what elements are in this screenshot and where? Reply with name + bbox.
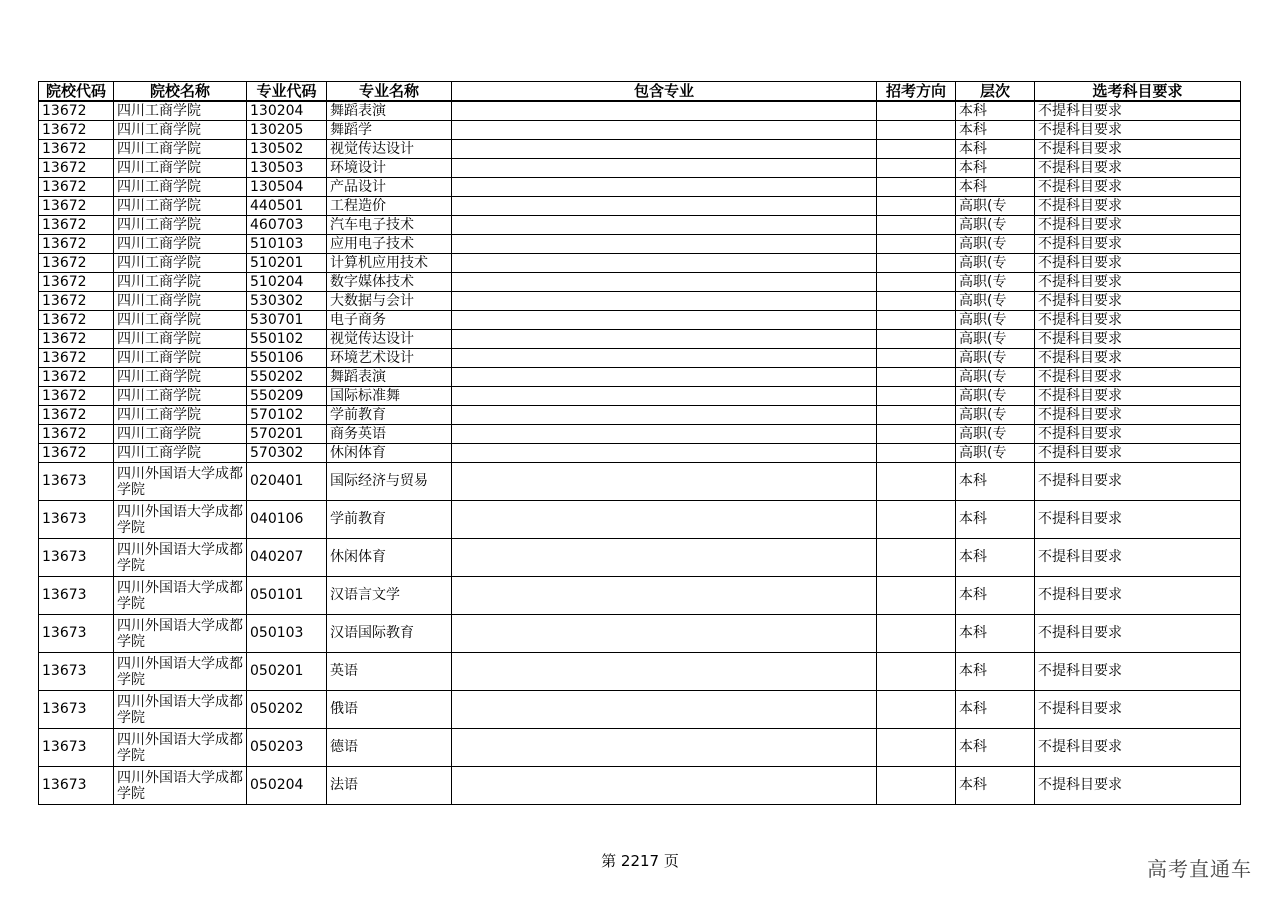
school-code-cell: 13672 bbox=[39, 406, 114, 425]
subject-requirement-cell: 不提科目要求 bbox=[1035, 254, 1241, 273]
school-code-cell: 13673 bbox=[39, 729, 114, 767]
included-majors-cell bbox=[452, 235, 877, 254]
exam-direction-cell bbox=[877, 406, 956, 425]
level-cell: 高职(专 bbox=[956, 235, 1035, 254]
subject-requirement-cell: 不提科目要求 bbox=[1035, 235, 1241, 254]
major-code-cell: 130205 bbox=[247, 121, 327, 140]
header-level: 层次 bbox=[956, 82, 1035, 102]
level-cell: 本科 bbox=[956, 653, 1035, 691]
included-majors-cell bbox=[452, 615, 877, 653]
school-code-cell: 13672 bbox=[39, 254, 114, 273]
major-code-cell: 130502 bbox=[247, 140, 327, 159]
subject-requirement-cell: 不提科目要求 bbox=[1035, 501, 1241, 539]
school-name-cell: 四川工商学院 bbox=[114, 292, 247, 311]
level-cell: 本科 bbox=[956, 691, 1035, 729]
major-name-cell: 国际经济与贸易 bbox=[327, 463, 452, 501]
subject-requirement-cell: 不提科目要求 bbox=[1035, 349, 1241, 368]
included-majors-cell bbox=[452, 216, 877, 235]
school-name-cell: 四川外国语大学成都学院 bbox=[114, 463, 247, 501]
major-name-cell: 英语 bbox=[327, 653, 452, 691]
major-code-cell: 460703 bbox=[247, 216, 327, 235]
header-major-name: 专业名称 bbox=[327, 82, 452, 102]
included-majors-cell bbox=[452, 368, 877, 387]
major-code-cell: 530701 bbox=[247, 311, 327, 330]
major-name-cell: 计算机应用技术 bbox=[327, 254, 452, 273]
subject-requirement-cell: 不提科目要求 bbox=[1035, 653, 1241, 691]
level-cell: 高职(专 bbox=[956, 444, 1035, 463]
major-code-cell: 050203 bbox=[247, 729, 327, 767]
included-majors-cell bbox=[452, 653, 877, 691]
school-name-cell: 四川工商学院 bbox=[114, 235, 247, 254]
table-row bbox=[39, 121, 1241, 140]
school-name-cell: 四川工商学院 bbox=[114, 254, 247, 273]
major-name-cell: 舞蹈表演 bbox=[327, 101, 452, 121]
header-school-code: 院校代码 bbox=[39, 82, 114, 102]
major-name-cell: 学前教育 bbox=[327, 501, 452, 539]
major-code-cell: 440501 bbox=[247, 197, 327, 216]
school-name-cell: 四川工商学院 bbox=[114, 311, 247, 330]
table-row bbox=[39, 178, 1241, 197]
level-cell: 高职(专 bbox=[956, 197, 1035, 216]
school-code-cell: 13673 bbox=[39, 615, 114, 653]
exam-direction-cell bbox=[877, 691, 956, 729]
exam-direction-cell bbox=[877, 235, 956, 254]
page-number: 第 2217 页 bbox=[601, 852, 679, 870]
subject-requirement-cell: 不提科目要求 bbox=[1035, 406, 1241, 425]
school-name-cell: 四川工商学院 bbox=[114, 197, 247, 216]
major-name-cell: 俄语 bbox=[327, 691, 452, 729]
major-name-cell: 视觉传达设计 bbox=[327, 330, 452, 349]
level-cell: 本科 bbox=[956, 140, 1035, 159]
included-majors-cell bbox=[452, 767, 877, 805]
included-majors-cell bbox=[452, 273, 877, 292]
level-cell: 本科 bbox=[956, 577, 1035, 615]
included-majors-cell bbox=[452, 254, 877, 273]
school-code-cell: 13672 bbox=[39, 292, 114, 311]
level-cell: 高职(专 bbox=[956, 254, 1035, 273]
subject-requirement-cell: 不提科目要求 bbox=[1035, 178, 1241, 197]
included-majors-cell bbox=[452, 444, 877, 463]
school-code-cell: 13673 bbox=[39, 767, 114, 805]
table-row bbox=[39, 235, 1241, 254]
table-row bbox=[39, 691, 1241, 729]
level-cell: 高职(专 bbox=[956, 273, 1035, 292]
table-row bbox=[39, 197, 1241, 216]
level-cell: 本科 bbox=[956, 101, 1035, 121]
school-code-cell: 13672 bbox=[39, 121, 114, 140]
major-code-cell: 040106 bbox=[247, 501, 327, 539]
exam-direction-cell bbox=[877, 216, 956, 235]
table-row bbox=[39, 368, 1241, 387]
table-row bbox=[39, 159, 1241, 178]
school-code-cell: 13672 bbox=[39, 425, 114, 444]
school-code-cell: 13672 bbox=[39, 311, 114, 330]
major-name-cell: 商务英语 bbox=[327, 425, 452, 444]
exam-direction-cell bbox=[877, 463, 956, 501]
level-cell: 本科 bbox=[956, 501, 1035, 539]
major-code-cell: 510103 bbox=[247, 235, 327, 254]
exam-direction-cell bbox=[877, 311, 956, 330]
major-name-cell: 环境设计 bbox=[327, 159, 452, 178]
subject-requirement-cell: 不提科目要求 bbox=[1035, 577, 1241, 615]
included-majors-cell bbox=[452, 121, 877, 140]
major-code-cell: 050202 bbox=[247, 691, 327, 729]
major-code-cell: 050103 bbox=[247, 615, 327, 653]
table-row bbox=[39, 444, 1241, 463]
major-code-cell: 130204 bbox=[247, 101, 327, 121]
school-name-cell: 四川工商学院 bbox=[114, 387, 247, 406]
major-code-cell: 550102 bbox=[247, 330, 327, 349]
exam-direction-cell bbox=[877, 767, 956, 805]
level-cell: 本科 bbox=[956, 159, 1035, 178]
included-majors-cell bbox=[452, 178, 877, 197]
major-code-cell: 050101 bbox=[247, 577, 327, 615]
school-name-cell: 四川工商学院 bbox=[114, 425, 247, 444]
major-name-cell: 学前教育 bbox=[327, 406, 452, 425]
school-code-cell: 13673 bbox=[39, 691, 114, 729]
major-name-cell: 国际标准舞 bbox=[327, 387, 452, 406]
major-name-cell: 舞蹈表演 bbox=[327, 368, 452, 387]
subject-requirement-cell: 不提科目要求 bbox=[1035, 197, 1241, 216]
subject-requirement-cell: 不提科目要求 bbox=[1035, 463, 1241, 501]
admissions-table bbox=[38, 81, 1241, 805]
included-majors-cell bbox=[452, 101, 877, 121]
school-name-cell: 四川工商学院 bbox=[114, 216, 247, 235]
subject-requirement-cell: 不提科目要求 bbox=[1035, 311, 1241, 330]
included-majors-cell bbox=[452, 159, 877, 178]
table-row bbox=[39, 501, 1241, 539]
major-code-cell: 550209 bbox=[247, 387, 327, 406]
school-code-cell: 13672 bbox=[39, 444, 114, 463]
school-name-cell: 四川工商学院 bbox=[114, 444, 247, 463]
major-name-cell: 休闲体育 bbox=[327, 444, 452, 463]
exam-direction-cell bbox=[877, 425, 956, 444]
subject-requirement-cell: 不提科目要求 bbox=[1035, 691, 1241, 729]
level-cell: 本科 bbox=[956, 615, 1035, 653]
major-name-cell: 汽车电子技术 bbox=[327, 216, 452, 235]
table-row bbox=[39, 311, 1241, 330]
school-name-cell: 四川工商学院 bbox=[114, 178, 247, 197]
exam-direction-cell bbox=[877, 349, 956, 368]
exam-direction-cell bbox=[877, 653, 956, 691]
school-code-cell: 13672 bbox=[39, 178, 114, 197]
major-code-cell: 020401 bbox=[247, 463, 327, 501]
school-name-cell: 四川外国语大学成都学院 bbox=[114, 767, 247, 805]
included-majors-cell bbox=[452, 387, 877, 406]
school-name-cell: 四川工商学院 bbox=[114, 406, 247, 425]
table-row bbox=[39, 140, 1241, 159]
table-row bbox=[39, 729, 1241, 767]
table-row bbox=[39, 292, 1241, 311]
major-code-cell: 570201 bbox=[247, 425, 327, 444]
major-name-cell: 应用电子技术 bbox=[327, 235, 452, 254]
school-name-cell: 四川工商学院 bbox=[114, 159, 247, 178]
school-code-cell: 13672 bbox=[39, 368, 114, 387]
exam-direction-cell bbox=[877, 254, 956, 273]
included-majors-cell bbox=[452, 501, 877, 539]
table-row bbox=[39, 330, 1241, 349]
subject-requirement-cell: 不提科目要求 bbox=[1035, 140, 1241, 159]
school-name-cell: 四川外国语大学成都学院 bbox=[114, 729, 247, 767]
subject-requirement-cell: 不提科目要求 bbox=[1035, 159, 1241, 178]
table-row bbox=[39, 577, 1241, 615]
school-name-cell: 四川外国语大学成都学院 bbox=[114, 615, 247, 653]
included-majors-cell bbox=[452, 577, 877, 615]
level-cell: 高职(专 bbox=[956, 216, 1035, 235]
watermark: 高考直通车 bbox=[1147, 857, 1252, 881]
exam-direction-cell bbox=[877, 292, 956, 311]
exam-direction-cell bbox=[877, 729, 956, 767]
level-cell: 高职(专 bbox=[956, 425, 1035, 444]
school-code-cell: 13672 bbox=[39, 101, 114, 121]
included-majors-cell bbox=[452, 406, 877, 425]
school-code-cell: 13673 bbox=[39, 463, 114, 501]
table-row bbox=[39, 539, 1241, 577]
subject-requirement-cell: 不提科目要求 bbox=[1035, 273, 1241, 292]
table-row bbox=[39, 101, 1241, 121]
school-name-cell: 四川外国语大学成都学院 bbox=[114, 691, 247, 729]
included-majors-cell bbox=[452, 311, 877, 330]
exam-direction-cell bbox=[877, 615, 956, 653]
major-code-cell: 570102 bbox=[247, 406, 327, 425]
subject-requirement-cell: 不提科目要求 bbox=[1035, 216, 1241, 235]
major-code-cell: 510204 bbox=[247, 273, 327, 292]
subject-requirement-cell: 不提科目要求 bbox=[1035, 615, 1241, 653]
level-cell: 本科 bbox=[956, 121, 1035, 140]
level-cell: 高职(专 bbox=[956, 330, 1035, 349]
school-name-cell: 四川工商学院 bbox=[114, 101, 247, 121]
exam-direction-cell bbox=[877, 501, 956, 539]
level-cell: 高职(专 bbox=[956, 292, 1035, 311]
school-name-cell: 四川外国语大学成都学院 bbox=[114, 653, 247, 691]
included-majors-cell bbox=[452, 197, 877, 216]
level-cell: 高职(专 bbox=[956, 406, 1035, 425]
major-code-cell: 530302 bbox=[247, 292, 327, 311]
school-code-cell: 13673 bbox=[39, 539, 114, 577]
subject-requirement-cell: 不提科目要求 bbox=[1035, 121, 1241, 140]
level-cell: 高职(专 bbox=[956, 387, 1035, 406]
school-code-cell: 13673 bbox=[39, 501, 114, 539]
exam-direction-cell bbox=[877, 140, 956, 159]
table-row bbox=[39, 767, 1241, 805]
included-majors-cell bbox=[452, 729, 877, 767]
subject-requirement-cell: 不提科目要求 bbox=[1035, 368, 1241, 387]
included-majors-cell bbox=[452, 330, 877, 349]
level-cell: 高职(专 bbox=[956, 349, 1035, 368]
major-code-cell: 040207 bbox=[247, 539, 327, 577]
subject-requirement-cell: 不提科目要求 bbox=[1035, 101, 1241, 121]
table-row bbox=[39, 254, 1241, 273]
table-row bbox=[39, 273, 1241, 292]
exam-direction-cell bbox=[877, 197, 956, 216]
school-name-cell: 四川外国语大学成都学院 bbox=[114, 501, 247, 539]
header-exam-direction: 招考方向 bbox=[877, 82, 956, 102]
level-cell: 高职(专 bbox=[956, 368, 1035, 387]
table-row bbox=[39, 387, 1241, 406]
major-name-cell: 环境艺术设计 bbox=[327, 349, 452, 368]
exam-direction-cell bbox=[877, 444, 956, 463]
major-name-cell: 产品设计 bbox=[327, 178, 452, 197]
major-name-cell: 汉语言文学 bbox=[327, 577, 452, 615]
table-row bbox=[39, 615, 1241, 653]
table-row bbox=[39, 425, 1241, 444]
level-cell: 本科 bbox=[956, 767, 1035, 805]
table-row bbox=[39, 653, 1241, 691]
school-code-cell: 13672 bbox=[39, 235, 114, 254]
school-name-cell: 四川工商学院 bbox=[114, 121, 247, 140]
included-majors-cell bbox=[452, 539, 877, 577]
exam-direction-cell bbox=[877, 368, 956, 387]
table-row bbox=[39, 349, 1241, 368]
table-row bbox=[39, 463, 1241, 501]
major-code-cell: 050201 bbox=[247, 653, 327, 691]
major-name-cell: 视觉传达设计 bbox=[327, 140, 452, 159]
major-name-cell: 电子商务 bbox=[327, 311, 452, 330]
included-majors-cell bbox=[452, 349, 877, 368]
level-cell: 高职(专 bbox=[956, 311, 1035, 330]
major-code-cell: 550202 bbox=[247, 368, 327, 387]
header-major-code: 专业代码 bbox=[247, 82, 327, 102]
school-name-cell: 四川工商学院 bbox=[114, 330, 247, 349]
subject-requirement-cell: 不提科目要求 bbox=[1035, 729, 1241, 767]
major-name-cell: 德语 bbox=[327, 729, 452, 767]
subject-requirement-cell: 不提科目要求 bbox=[1035, 425, 1241, 444]
major-code-cell: 570302 bbox=[247, 444, 327, 463]
included-majors-cell bbox=[452, 425, 877, 444]
level-cell: 本科 bbox=[956, 539, 1035, 577]
subject-requirement-cell: 不提科目要求 bbox=[1035, 767, 1241, 805]
major-name-cell: 大数据与会计 bbox=[327, 292, 452, 311]
exam-direction-cell bbox=[877, 101, 956, 121]
exam-direction-cell bbox=[877, 273, 956, 292]
major-name-cell: 工程造价 bbox=[327, 197, 452, 216]
table-header-row bbox=[39, 82, 1241, 102]
header-included-majors: 包含专业 bbox=[452, 82, 877, 102]
school-code-cell: 13672 bbox=[39, 387, 114, 406]
school-code-cell: 13673 bbox=[39, 577, 114, 615]
exam-direction-cell bbox=[877, 178, 956, 197]
exam-direction-cell bbox=[877, 159, 956, 178]
school-code-cell: 13672 bbox=[39, 273, 114, 292]
included-majors-cell bbox=[452, 140, 877, 159]
subject-requirement-cell: 不提科目要求 bbox=[1035, 292, 1241, 311]
school-name-cell: 四川工商学院 bbox=[114, 349, 247, 368]
school-code-cell: 13673 bbox=[39, 653, 114, 691]
school-code-cell: 13672 bbox=[39, 140, 114, 159]
school-name-cell: 四川工商学院 bbox=[114, 140, 247, 159]
school-name-cell: 四川外国语大学成都学院 bbox=[114, 577, 247, 615]
major-name-cell: 数字媒体技术 bbox=[327, 273, 452, 292]
subject-requirement-cell: 不提科目要求 bbox=[1035, 539, 1241, 577]
table-row bbox=[39, 406, 1241, 425]
major-code-cell: 050204 bbox=[247, 767, 327, 805]
major-name-cell: 舞蹈学 bbox=[327, 121, 452, 140]
major-name-cell: 休闲体育 bbox=[327, 539, 452, 577]
header-subject-requirement: 选考科目要求 bbox=[1035, 82, 1241, 102]
subject-requirement-cell: 不提科目要求 bbox=[1035, 444, 1241, 463]
level-cell: 本科 bbox=[956, 729, 1035, 767]
school-name-cell: 四川外国语大学成都学院 bbox=[114, 539, 247, 577]
major-name-cell: 法语 bbox=[327, 767, 452, 805]
header-school-name: 院校名称 bbox=[114, 82, 247, 102]
subject-requirement-cell: 不提科目要求 bbox=[1035, 387, 1241, 406]
school-code-cell: 13672 bbox=[39, 349, 114, 368]
table-row bbox=[39, 216, 1241, 235]
school-name-cell: 四川工商学院 bbox=[114, 368, 247, 387]
included-majors-cell bbox=[452, 691, 877, 729]
school-code-cell: 13672 bbox=[39, 216, 114, 235]
major-code-cell: 130503 bbox=[247, 159, 327, 178]
exam-direction-cell bbox=[877, 387, 956, 406]
school-code-cell: 13672 bbox=[39, 197, 114, 216]
school-code-cell: 13672 bbox=[39, 330, 114, 349]
exam-direction-cell bbox=[877, 539, 956, 577]
major-code-cell: 130504 bbox=[247, 178, 327, 197]
level-cell: 本科 bbox=[956, 178, 1035, 197]
included-majors-cell bbox=[452, 292, 877, 311]
exam-direction-cell bbox=[877, 577, 956, 615]
major-name-cell: 汉语国际教育 bbox=[327, 615, 452, 653]
major-code-cell: 550106 bbox=[247, 349, 327, 368]
subject-requirement-cell: 不提科目要求 bbox=[1035, 330, 1241, 349]
exam-direction-cell bbox=[877, 330, 956, 349]
level-cell: 本科 bbox=[956, 463, 1035, 501]
major-code-cell: 510201 bbox=[247, 254, 327, 273]
included-majors-cell bbox=[452, 463, 877, 501]
school-code-cell: 13672 bbox=[39, 159, 114, 178]
school-name-cell: 四川工商学院 bbox=[114, 273, 247, 292]
exam-direction-cell bbox=[877, 121, 956, 140]
